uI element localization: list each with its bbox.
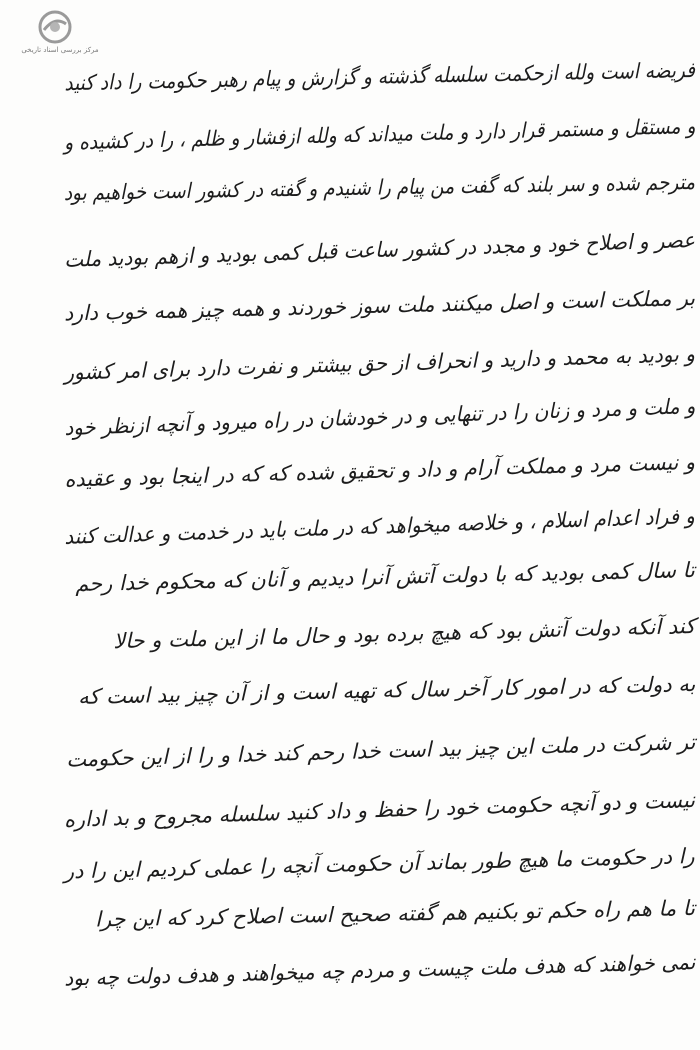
manuscript-line: و بودید به محمد و دارید و انحراف از حق بیشتر و نفرت دارد برای امر کشور — [64, 342, 696, 385]
manuscript-line: و ملت و مرد و زنان را در تنهایی و در خودشان در راه میرود و آنچه ازنظر خود — [63, 394, 696, 441]
manuscript-line: نمی خواهند که هدف ملت چیست و مردم چه میخواهند و هدف دولت چه بود — [63, 950, 696, 991]
manuscript-line: نیست و دو آنچه حکومت خود را حفظ و داد کنید سلسله مجروح و بد اداره — [63, 788, 696, 832]
manuscript-line: به دولت که در امور کار آخر سال که تهیه است و از آن چیز بید است که — [77, 672, 696, 709]
archive-logo — [10, 10, 100, 58]
manuscript-line: تا سال کمی بودید که با دولت آتش آنرا دیدیم و آنان که محکوم خدا رحم — [75, 558, 696, 597]
manuscript-line: عصر و اصلاح خود و مجدد در کشور ساعت قبل کمی بودید و ازهم بودید ملت — [63, 228, 696, 272]
manuscript-line: بر مملکت است و اصل میکنند ملت سوز خوردند و همه چیز همه خوب دارد — [63, 286, 696, 326]
manuscript-line: کند آنکه دولت آتش بود که هیچ برده بود و حال ما از این ملت و حالا — [112, 614, 696, 654]
archive-emblem-icon — [38, 10, 72, 44]
manuscript-line: را در حکومت ما هیچ طور بماند آن حکومت آنچه را عملی کردیم این را در — [64, 844, 696, 884]
manuscript-line: فریضه است ولله ازحکمت سلسله گذشته و گزارش و پیام رهبر حکومت را داد کنید — [64, 58, 696, 96]
manuscript-line: و فراد اعدام اسلام ، و خلاصه میخواهد که در ملت باید در خدمت و عدالت کنند — [64, 504, 696, 549]
manuscript-line: و نیست مرد و مملکت آرام و داد و تحقیق شده که که در اینجا بود و عقیده — [64, 450, 696, 492]
handwritten-manuscript — [60, 58, 695, 1048]
manuscript-line: و مستقل و مستمر قرار دارد و ملت میداند که ولله ازفشار و ظلم ، را در کشیده و — [63, 114, 696, 155]
archive-watermark-text: مرکز بررسی اسناد تاریخی — [21, 46, 99, 54]
manuscript-line: تا ما هم راه حکم تو بکنیم هم گفته صحیح است اصلاح کرد که این چرا — [94, 896, 696, 932]
manuscript-line: تر شرکت در ملت این چیز بید است خدا رحم کند خدا و را از این حکومت — [65, 730, 696, 772]
manuscript-line: مترجم شده و سر بلند که گفت من پیام را شنیدم و گفته در کشور است خواهیم بود — [63, 170, 696, 206]
